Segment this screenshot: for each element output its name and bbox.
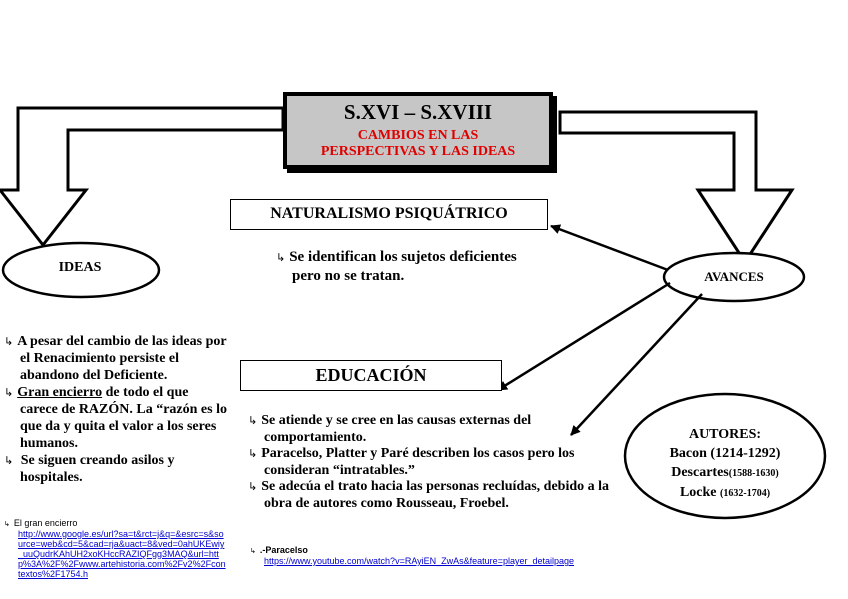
arrow-bullet-icon: ↳ bbox=[4, 386, 14, 399]
gran-encierro-reference bbox=[4, 518, 226, 580]
arrow-avances-to-educacion bbox=[498, 283, 670, 390]
educacion-bullet: ↳ Paracelso, Platter y Paré describen los casos pero los consideran “intratables.” bbox=[248, 446, 575, 478]
title-subtitle bbox=[295, 128, 541, 160]
educacion-bullet: ↳ Se atiende y se cree en las causas externas del comportamiento. bbox=[248, 413, 532, 445]
educacion-box bbox=[240, 360, 502, 391]
ideas-bullets bbox=[4, 333, 228, 486]
arrow-bullet-icon: ↳ bbox=[4, 335, 14, 348]
gran-encierro-link[interactable]: http://www.google.es/url?sa=t&rct=j&q=&esrc=s&source=web&cd=5&cad=rja&uact=8&ved=0ahUKEwiy_uuQudrKAhUH2xoKHccRAZIQFgg3MAQ&url=http%3A%2F%2Fwww.artehistoria.com%2Fv2%2Fcontextos%2F1754.h bbox=[18, 529, 226, 579]
arrow-bullet-icon: ↳ bbox=[248, 480, 258, 493]
title-box bbox=[283, 92, 553, 169]
naturalismo-bullet bbox=[276, 248, 536, 286]
subtitle-line-2: PERSPECTIVAS Y LAS IDEAS bbox=[320, 144, 516, 159]
arrow-bullet-icon: ↳ bbox=[250, 547, 256, 555]
right-block-arrow bbox=[560, 112, 792, 262]
paracelso-ref-title: .-Paracelso bbox=[259, 545, 308, 555]
subtitle-line-1: CAMBIOS EN LAS bbox=[357, 128, 479, 143]
avances-label: AVANCES bbox=[704, 269, 764, 284]
educacion-bullets bbox=[248, 413, 610, 512]
autor-locke: Locke (1632-1704) bbox=[679, 485, 771, 500]
naturalismo-bullet-text: Se identifican los sujetos deficientes pero no se tratan. bbox=[289, 249, 517, 284]
educacion-label: EDUCACIÓN bbox=[315, 365, 427, 385]
arrow-avances-to-naturalismo bbox=[551, 226, 668, 270]
naturalismo-label: NATURALISMO PSIQUÁTRICO bbox=[270, 205, 508, 222]
paracelso-link[interactable]: https://www.youtube.com/watch?v=RAyiEN_ZwAs&feature=player_detailpage bbox=[264, 556, 574, 566]
autores-label: AUTORES: bbox=[688, 427, 762, 442]
arrow-bullet-icon: ↳ bbox=[4, 454, 14, 467]
title-main: S.XVI – S.XVIII bbox=[343, 100, 493, 124]
ideas-bullet: ↳ A pesar del cambio de las ideas por el Renacimiento persiste el abandono del Deficiente. bbox=[4, 334, 227, 383]
educacion-bullet: ↳ Se adecúa el trato hacia las personas recluídas, debido a la obra de autores como Rousseau, Froebel. bbox=[248, 479, 610, 511]
arrow-bullet-icon: ↳ bbox=[248, 447, 258, 460]
autor-descartes: Descartes(1588-1630) bbox=[671, 465, 779, 480]
arrow-bullet-icon: ↳ bbox=[4, 520, 10, 528]
paracelso-reference bbox=[250, 545, 610, 566]
ideas-bullet: ↳ Gran encierro de todo el que carece de RAZÓN. La “razón es lo que da y quita el valor a los seres humanos. bbox=[4, 385, 227, 451]
gran-encierro-ref-title: El gran encierro bbox=[13, 518, 78, 528]
ideas-label: IDEAS bbox=[58, 260, 102, 275]
arrow-bullet-icon: ↳ bbox=[276, 251, 286, 264]
autores-block bbox=[640, 425, 810, 503]
ideas-bullet: ↳ Se siguen creando asilos y hospitales. bbox=[4, 453, 175, 485]
naturalismo-box bbox=[230, 199, 548, 230]
arrow-bullet-icon: ↳ bbox=[248, 414, 258, 427]
autor-bacon: Bacon (1214-1292) bbox=[669, 446, 781, 461]
